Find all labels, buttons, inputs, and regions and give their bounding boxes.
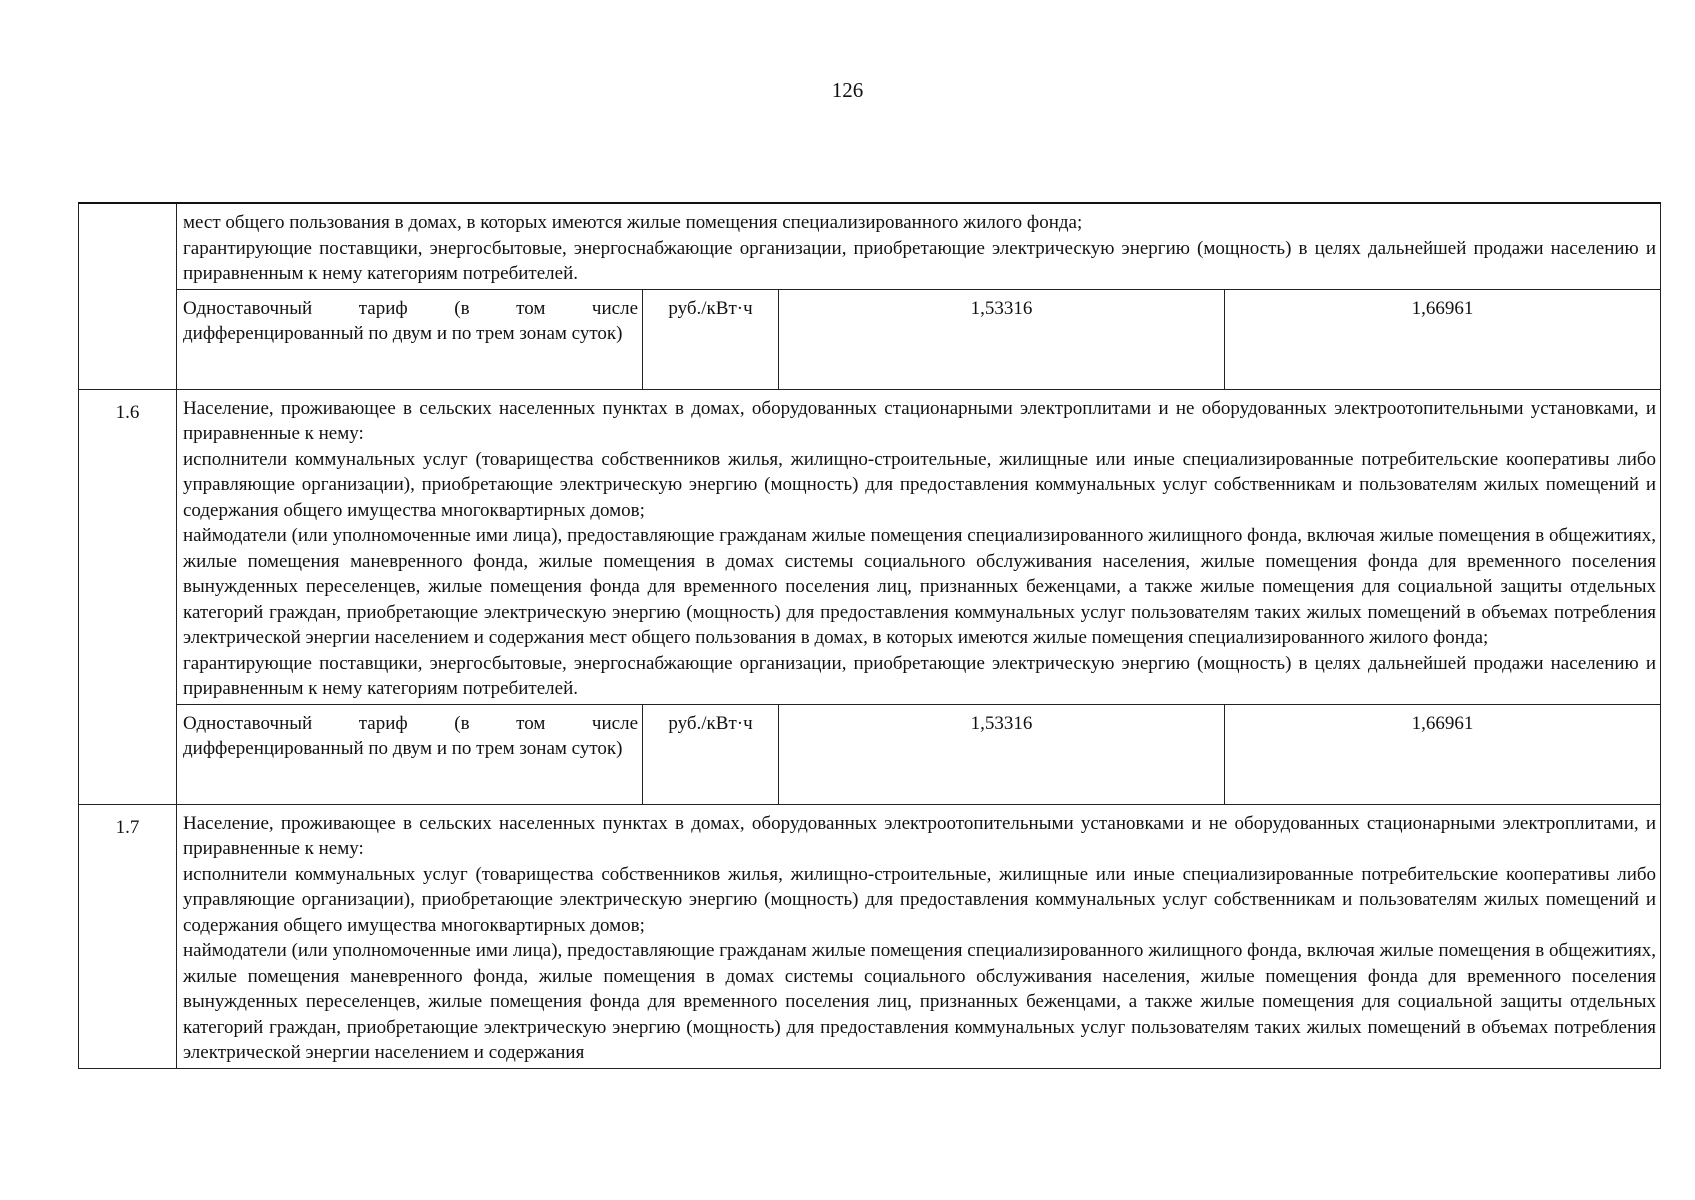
table-row [79, 389, 1661, 704]
consumer-description [177, 804, 1661, 1068]
description-paragraph: гарантирующие поставщики, энергосбытовые, энергоснабжающие организации, приобретающие электрическую энергию (мощность) в целях дальнейшей продажи населению и приравненным к нему категориям потребителей. [183, 237, 1657, 284]
page-number: 126 [831, 78, 864, 102]
tariff-value-first-half: 1,53316 [779, 704, 1225, 804]
row-number: 1.7 [79, 804, 177, 1068]
tariff-name: Одноставочный тариф (в том числе дифференцированный по двум и по трем зонам суток) [177, 289, 643, 389]
tariff-row [79, 704, 1661, 804]
tariff-table [78, 202, 1661, 1069]
row-number [79, 203, 177, 389]
tariff-name: Одноставочный тариф (в том числе дифференцированный по двум и по трем зонам суток) [177, 704, 643, 804]
description-paragraph: гарантирующие поставщики, энергосбытовые, энергоснабжающие организации, приобретающие электрическую энергию (мощность) в целях дальнейшей продажи населению и приравненным к нему категориям потребителей. [183, 652, 1657, 699]
tariff-value-second-half: 1,66961 [1225, 704, 1661, 804]
tariff-value-second-half: 1,66961 [1225, 289, 1661, 389]
tariff-value-first-half: 1,53316 [779, 289, 1225, 389]
description-paragraph: исполнители коммунальных услуг (товарищества собственников жилья, жилищно-строительные, жилищные или иные специализированные потребительские кооперативы либо управляющие организации), приобретающие электрическую энергию (мощность) для предоставления коммунальных услуг собственникам и пользователям жилых помещений и содержания общего имущества многоквартирных домов; [183, 863, 1657, 936]
tariff-row [79, 289, 1661, 389]
description-paragraph: мест общего пользования в домах, в которых имеются жилые помещения специализированного жилого фонда; [183, 212, 1083, 233]
row-number: 1.6 [79, 389, 177, 804]
description-paragraph: наймодатели (или уполномоченные ими лица), предоставляющие гражданам жилые помещения специализированного жилищного фонда, включая жилые помещения в общежитиях, жилые помещения маневренного фонда, жилые помещения в домах системы социального обслуживания населения, жилые помещения фонда для временного поселения вынужденных переселенцев, жилые помещения фонда для временного поселения лиц, признанных беженцами, а также жилые помещения для социальной защиты отдельных категорий граждан, приобретающие электрическую энергию (мощность) для предоставления коммунальных услуг пользователям таких жилых помещений в объемах потребления электрической энергии населением и содержания [183, 940, 1657, 1063]
description-paragraph: Население, проживающее в сельских населенных пунктах в домах, оборудованных электроотопительными установками и не оборудованных стационарными электроплитами, и приравненные к нему: [183, 812, 1657, 859]
consumer-description [177, 203, 1661, 289]
tariff-unit: руб./кВт·ч [643, 704, 779, 804]
description-paragraph: Население, проживающее в сельских населенных пунктах в домах, оборудованных стационарными электроплитами и не оборудованных электроотопительными установками, и приравненные к нему: [183, 397, 1657, 444]
description-paragraph: наймодатели (или уполномоченные ими лица), предоставляющие гражданам жилые помещения специализированного жилищного фонда, включая жилые помещения в общежитиях, жилые помещения маневренного фонда, жилые помещения в домах системы социального обслуживания населения, жилые помещения фонда для временного поселения вынужденных переселенцев, жилые помещения фонда для временного поселения лиц, признанных беженцами, а также жилые помещения для социальной защиты отдельных категорий граждан, приобретающие электрическую энергию (мощность) для предоставления коммунальных услуг пользователям таких жилых помещений в объемах потребления электрической энергии населением и содержания мест общего пользования в домах, в которых имеются жилые помещения специализированного жилого фонда; [183, 525, 1657, 648]
table-row [79, 804, 1661, 1068]
tariff-unit: руб./кВт·ч [643, 289, 779, 389]
consumer-description [177, 389, 1661, 704]
table-row [79, 203, 1661, 289]
description-paragraph: исполнители коммунальных услуг (товарищества собственников жилья, жилищно-строительные, жилищные или иные специализированные потребительские кооперативы либо управляющие организации), приобретающие электрическую энергию (мощность) для предоставления коммунальных услуг собственникам и пользователям жилых помещений и содержания общего имущества многоквартирных домов; [183, 448, 1657, 521]
